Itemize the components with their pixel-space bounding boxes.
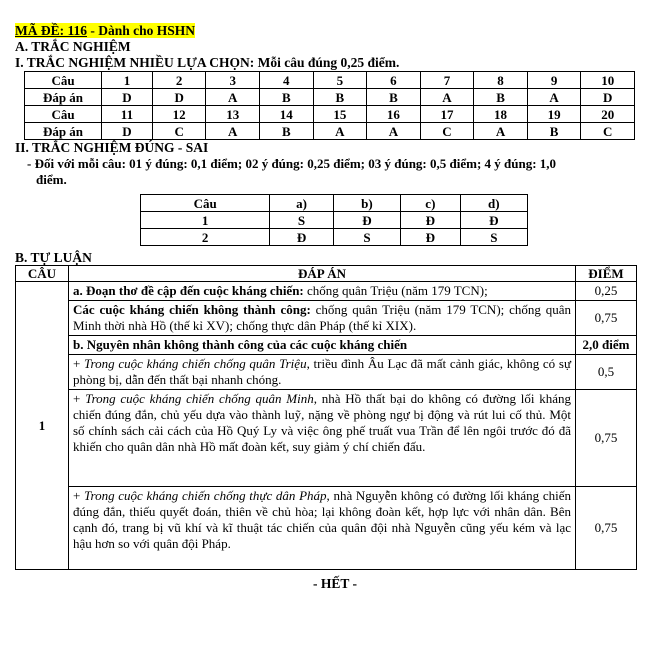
mc-answer-value: A	[206, 123, 260, 140]
essay-answer-table	[15, 265, 637, 570]
mc-question-number: 4	[260, 72, 314, 89]
mc-answer-value: A	[420, 89, 474, 106]
essay-answer-text: , nhà Nguyễn không có đường lối kháng chiến đúng đắn, thiếu quyết đoán, thiên về chủ hòa; lại không đoàn kết, hợp lực với nhân dân. Bên cạnh đó, trang bị vũ khí và kĩ thuật tác chiến của quân đội nhà Nguyễn cũng yếu kém và lạc hậu hơn so với quân đội Pháp.	[73, 488, 571, 551]
tf-header-cell: a)	[270, 195, 333, 212]
mc-answer-value: B	[313, 89, 367, 106]
essay-header-points: ĐIỂM	[576, 266, 637, 282]
mc-answer-row	[25, 89, 635, 106]
mc-question-number: 15	[313, 106, 367, 123]
tf-answer-cell: Đ	[270, 229, 333, 246]
multiple-choice-answer-table	[24, 71, 635, 140]
mc-question-number: 20	[581, 106, 635, 123]
mc-answer-value: C	[420, 123, 474, 140]
mc-question-number: 2	[152, 72, 206, 89]
mc-answer-value: C	[581, 123, 635, 140]
end-marker: - HẾT -	[312, 576, 357, 591]
tf-answer-cell: 2	[141, 229, 270, 246]
exam-code-highlight	[15, 23, 195, 38]
mc-answer-value: A	[474, 123, 528, 140]
mc-answer-value: B	[474, 89, 528, 106]
mc-answer-value: D	[102, 123, 153, 140]
essay-row	[16, 355, 637, 390]
true-false-answer-table	[140, 194, 528, 246]
tf-answer-cell: Đ	[401, 212, 461, 229]
essay-bold-heading: Các cuộc kháng chiến không thành công:	[73, 302, 311, 317]
tf-header-row	[141, 195, 528, 212]
essay-row	[16, 282, 637, 301]
tf-answer-cell: Đ	[401, 229, 461, 246]
exam-code-line	[15, 22, 655, 39]
mc-question-number: 10	[581, 72, 635, 89]
mc-question-row	[25, 72, 635, 89]
essay-bold-heading: a. Đoạn thơ đề cập đến cuộc kháng chiến:	[73, 283, 304, 298]
essay-header-row	[16, 266, 637, 282]
tf-answer-cell: Đ	[333, 212, 400, 229]
mc-question-number: 13	[206, 106, 260, 123]
essay-answer-content	[69, 390, 576, 487]
mc-question-number: 1	[102, 72, 153, 89]
mc-answer-value: B	[260, 89, 314, 106]
essay-points: 0,25	[576, 282, 637, 301]
essay-points: 0,75	[576, 390, 637, 487]
mc-question-number: 3	[206, 72, 260, 89]
tf-answer-cell: 1	[141, 212, 270, 229]
essay-header-question: CÂU	[16, 266, 69, 282]
section-a-title: A. TRẮC NGHIỆM	[15, 39, 131, 54]
mc-question-number: 6	[367, 72, 421, 89]
mc-answer-value: D	[152, 89, 206, 106]
mc-answer-value: D	[102, 89, 153, 106]
mc-question-number: 19	[527, 106, 581, 123]
mc-answer-value: A	[206, 89, 260, 106]
mc-answer-value: A	[313, 123, 367, 140]
mc-answer-value: C	[152, 123, 206, 140]
mc-row-label-question: Câu	[25, 72, 102, 89]
mc-question-number: 17	[420, 106, 474, 123]
answer-key-page	[15, 22, 655, 592]
part1-title: I. TRẮC NGHIỆM NHIỀU LỰA CHỌN: Mỗi câu đúng 0,25 điểm.	[15, 55, 400, 70]
essay-points: 0,5	[576, 355, 637, 390]
tf-answer-cell: Đ	[460, 212, 527, 229]
section-b-title: B. TỰ LUẬN	[15, 250, 92, 265]
mc-question-number: 12	[152, 106, 206, 123]
essay-answer-text: chống quân Triệu (năm 179 TCN); chống quân Minh thời nhà Hồ (thế kỉ XV); chống thực dân Pháp (thế kỉ XIX).	[73, 302, 571, 333]
essay-prefix: +	[73, 391, 86, 406]
part2-title: II. TRẮC NGHIỆM ĐÚNG - SAI	[15, 140, 209, 155]
mc-row-label-answer: Đáp án	[25, 123, 102, 140]
mc-question-number: 5	[313, 72, 367, 89]
essay-italic-heading: Trong cuộc kháng chiến chống quân Triệu	[84, 356, 307, 371]
essay-header-answer: ĐÁP ÁN	[69, 266, 576, 282]
essay-answer-content	[69, 301, 576, 336]
essay-bold-heading: b. Nguyên nhân không thành công của các cuộc kháng chiến	[73, 337, 408, 352]
mc-question-number: 9	[527, 72, 581, 89]
mc-question-number: 8	[474, 72, 528, 89]
essay-row	[16, 487, 637, 570]
essay-row	[16, 301, 637, 336]
mc-question-row	[25, 106, 635, 123]
mc-row-label-question: Câu	[25, 106, 102, 123]
essay-row	[16, 336, 637, 355]
essay-prefix: +	[73, 356, 85, 371]
mc-question-number: 16	[367, 106, 421, 123]
mc-row-label-answer: Đáp án	[25, 89, 102, 106]
mc-question-number: 14	[260, 106, 314, 123]
part2-note-line2: điểm.	[36, 172, 67, 187]
exam-code-suffix: - Dành cho HSHN	[87, 23, 196, 38]
tf-header-cell: b)	[333, 195, 400, 212]
essay-answer-text: , nhà Hồ thất bại do không có đường lối kháng chiến đúng đắn, chủ yếu dựa vào thành luỹ, nặng về phòng ngự bị động và rút lui cố thủ. Một số chính sách cải cách của Hồ Quý Ly và việc ông phế truất vua Trần để lên ngôi trước đó đã khiến cho quân dân nhà Hồ mất đoàn kết, suy giảm ý chí chiến đấu.	[73, 391, 571, 454]
essay-answer-content	[69, 282, 576, 301]
mc-question-number: 11	[102, 106, 153, 123]
tf-answer-cell: S	[333, 229, 400, 246]
tf-answer-cell: S	[270, 212, 333, 229]
essay-italic-heading: Trong cuộc kháng chiến chống thực dân Pháp	[84, 488, 327, 503]
essay-answer-text: , triều đình Âu Lạc đã mất cảnh giác, không có sự phòng bị, dẫn đến thất bại nhanh chóng.	[73, 356, 571, 387]
essay-prefix: +	[73, 488, 85, 503]
mc-answer-value: A	[527, 89, 581, 106]
mc-answer-value: A	[367, 123, 421, 140]
essay-answer-text: chống quân Triệu (năm 179 TCN);	[303, 283, 488, 298]
tf-header-cell: Câu	[141, 195, 270, 212]
essay-answer-content	[69, 355, 576, 390]
tf-header-cell: c)	[401, 195, 461, 212]
essay-answer-content	[69, 336, 576, 355]
essay-points: 2,0 điểm	[576, 336, 637, 355]
mc-answer-value: B	[527, 123, 581, 140]
part2-note-line1: - Đối với mỗi câu: 01 ý đúng: 0,1 điểm; 02 ý đúng: 0,25 điểm; 03 ý đúng: 0,5 điểm; 4 ý đúng: 1,0	[27, 156, 557, 171]
essay-row	[16, 390, 637, 487]
mc-answer-row	[25, 123, 635, 140]
mc-answer-value: B	[260, 123, 314, 140]
essay-italic-heading: Trong cuộc kháng chiến chống quân Minh	[85, 391, 314, 406]
mc-question-number: 7	[420, 72, 474, 89]
mc-question-number: 18	[474, 106, 528, 123]
part2-scoring-note	[27, 156, 655, 188]
essay-points: 0,75	[576, 487, 637, 570]
mc-answer-value: D	[581, 89, 635, 106]
tf-answer-cell: S	[460, 229, 527, 246]
mc-answer-value: B	[367, 89, 421, 106]
tf-answer-row	[141, 229, 528, 246]
exam-code: MÃ ĐỀ: 116	[15, 23, 87, 38]
tf-answer-row	[141, 212, 528, 229]
essay-question-number: 1	[16, 282, 69, 570]
essay-points: 0,75	[576, 301, 637, 336]
essay-answer-content	[69, 487, 576, 570]
tf-header-cell: d)	[460, 195, 527, 212]
